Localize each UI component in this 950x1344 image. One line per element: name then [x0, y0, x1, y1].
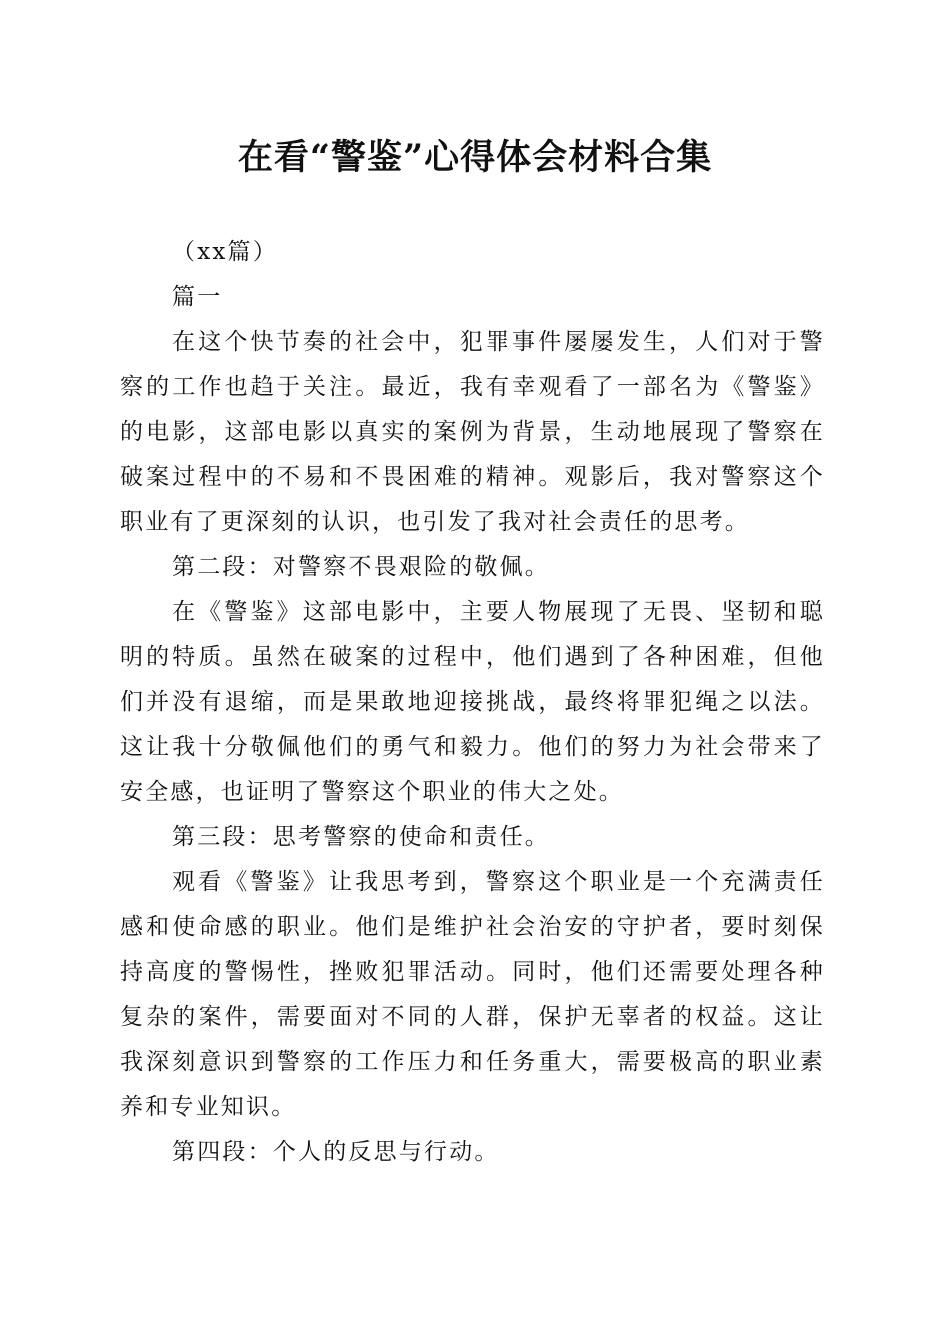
volume-count: （xx篇） [172, 239, 278, 265]
paragraph-heading: 第三段：思考警察的使命和责任。 [172, 824, 550, 850]
paragraph-heading: 第四段：个人的反思与行动。 [172, 1139, 500, 1165]
section-heading: 篇一 [172, 284, 223, 310]
document-title: 在看“警鉴”心得体会材料合集 [237, 137, 713, 178]
paragraph-heading: 第二段：对警察不畏艰险的敬佩。 [172, 554, 550, 580]
body-paragraph: 观看《警鉴》让我思考到，警察这个职业是一个充满责任感和使命感的职业。他们是维护社会治安的守护者，要时刻保持高度的警惕性，挫败犯罪活动。同时，他们还需要处理各种复杂的案件，需要面对不同的人群，保护无辜者的权益。这让我深刻意识到警察的工作压力和任务重大，需要极高的职业素养和专业知识。 [120, 869, 825, 1120]
body-paragraph: 在这个快节奏的社会中，犯罪事件屡屡发生，人们对于警察的工作也趋于关注。最近，我有幸观看了一部名为《警鉴》的电影，这部电影以真实的案例为背景，生动地展现了警察在破案过程中的不易和不畏困难的精神。观影后，我对警察这个职业有了更深刻的认识，也引发了我对社会责任的思考。 [120, 329, 825, 535]
document-body [120, 230, 825, 1175]
body-paragraph: 在《警鉴》这部电影中，主要人物展现了无畏、坚韧和聪明的特质。虽然在破案的过程中，他们遇到了各种困难，但他们并没有退缩，而是果敢地迎接挑战，最终将罪犯绳之以法。这让我十分敬佩他们的勇气和毅力。他们的努力为社会带来了安全感，也证明了警察这个职业的伟大之处。 [120, 599, 825, 805]
